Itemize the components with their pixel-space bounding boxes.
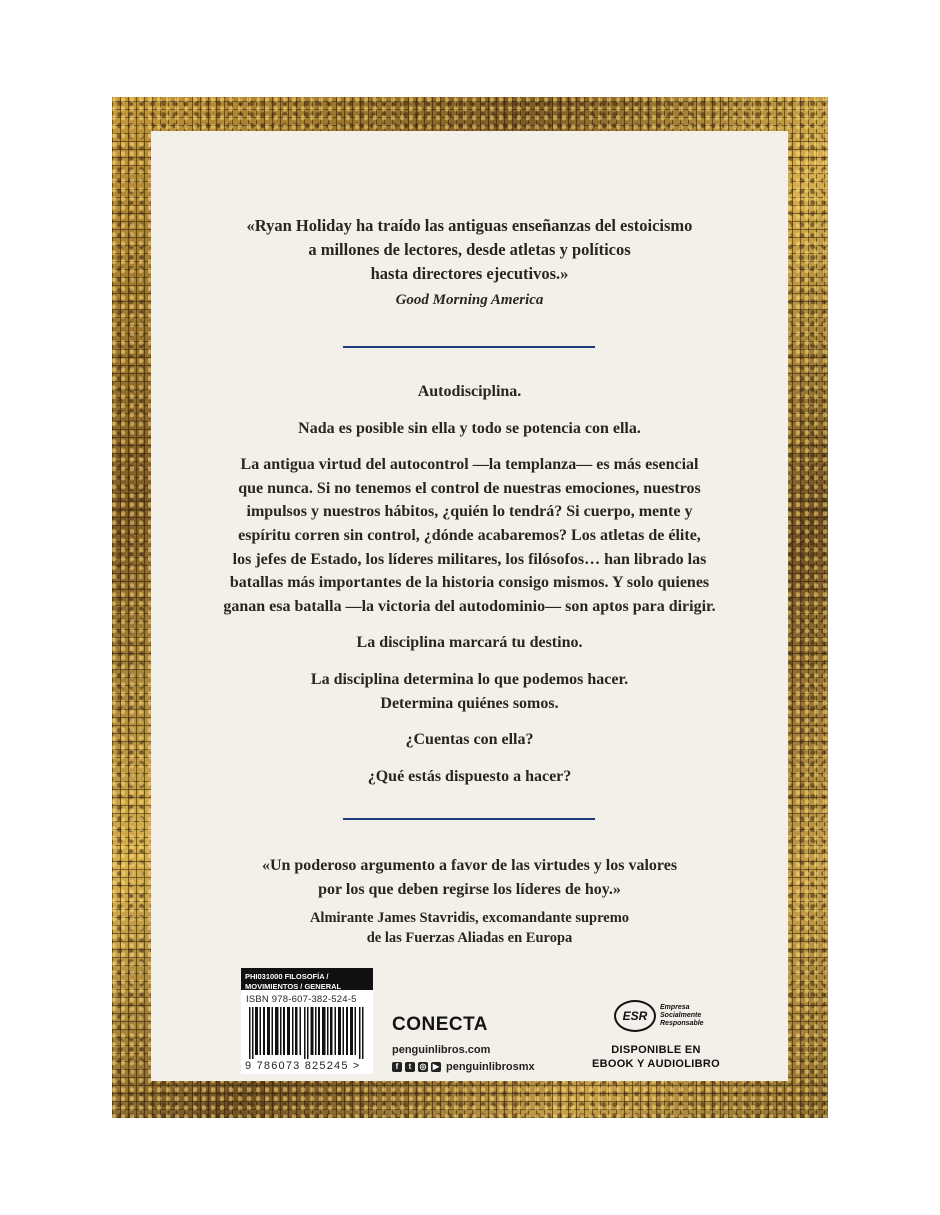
barcode-digits: 9 786073 825245 > bbox=[245, 1060, 361, 1072]
esr-label bbox=[660, 1004, 704, 1028]
bottom-blurb-line: «Un poderoso argumento a favor de las virtudes y los valores bbox=[261, 857, 678, 874]
synopsis-p5-line: La disciplina determina lo que podemos hacer. bbox=[310, 670, 629, 688]
synopsis-p3-line: La antigua virtud del autocontrol —la templanza— es más esencial bbox=[240, 456, 699, 474]
divider-rule-bottom bbox=[343, 818, 595, 820]
cream-text-panel bbox=[151, 131, 788, 1081]
synopsis-p1: Autodisciplina. bbox=[417, 383, 522, 400]
bottom-blurb-source-line: de las Fuerzas Aliadas en Europa bbox=[366, 930, 573, 946]
esr-label-line: Responsable bbox=[660, 1020, 704, 1027]
divider-rule-top bbox=[343, 346, 595, 348]
bisac-category-line: MOVIMIENTOS / GENERAL bbox=[245, 982, 342, 991]
synopsis-p7: ¿Qué estás dispuesto a hacer? bbox=[367, 767, 572, 785]
availability-line: EBOOK Y AUDIOLIBRO bbox=[591, 1058, 721, 1070]
esr-label-line: Empresa bbox=[660, 1004, 690, 1011]
synopsis-p2: Nada es posible sin ella y todo se potencia con ella. bbox=[298, 419, 641, 437]
synopsis-p3-line: batallas más importantes de la historia consigo mismos. Y solo quienes bbox=[229, 574, 710, 592]
availability-note bbox=[591, 1043, 721, 1071]
top-blurb-line: «Ryan Holiday ha traído las antiguas enseñanzas del estoicismo bbox=[246, 216, 693, 235]
barcode-icon bbox=[249, 1007, 365, 1059]
bottom-blurb-source-line: Almirante James Stavridis, excomandante supremo bbox=[309, 910, 630, 926]
top-blurb-source: Good Morning America bbox=[395, 292, 544, 308]
instagram-icon[interactable]: ◎ bbox=[419, 1062, 427, 1071]
social-handle[interactable]: penguinlibrosmx bbox=[446, 1061, 535, 1073]
synopsis bbox=[151, 380, 788, 788]
twitter-icon[interactable]: t bbox=[405, 1062, 415, 1072]
youtube-icon[interactable]: ▶ bbox=[432, 1062, 440, 1071]
isbn-barcode-block bbox=[241, 968, 373, 1074]
synopsis-p5-line: Determina quiénes somos. bbox=[380, 694, 559, 712]
bottom-blurb-line: por los que deben regirse los líderes de hoy.» bbox=[318, 880, 621, 898]
synopsis-p6: ¿Cuentas con ella? bbox=[405, 731, 534, 749]
availability-line: DISPONIBLE EN bbox=[611, 1044, 701, 1056]
esr-logo-icon: ESR bbox=[614, 1000, 656, 1032]
top-blurb bbox=[151, 214, 788, 312]
conecta-logo: CONECTA bbox=[392, 1014, 489, 1035]
synopsis-p3-line: impulsos y nuestros hábitos, ¿quién lo tendrá? Si cuerpo, mente y bbox=[246, 503, 693, 521]
publisher-website[interactable]: penguinlibros.com bbox=[392, 1044, 491, 1056]
synopsis-p3-line: los jefes de Estado, los líderes militares, los filósofos… han librado las bbox=[232, 550, 707, 568]
synopsis-p3-line: que nunca. Si no tenemos el control de nuestras emociones, nuestros bbox=[238, 479, 701, 497]
book-back-cover bbox=[112, 97, 828, 1118]
esr-badge bbox=[614, 1000, 704, 1032]
synopsis-p3-line: espíritu corren sin control, ¿dónde acabaremos? Los atletas de élite, bbox=[238, 526, 701, 544]
synopsis-p4: La disciplina marcará tu destino. bbox=[356, 634, 583, 652]
esr-label-line: Socialmente bbox=[660, 1012, 702, 1019]
top-blurb-line: hasta directores ejecutivos.» bbox=[370, 264, 569, 283]
bottom-blurb bbox=[151, 854, 788, 948]
bisac-category bbox=[241, 968, 373, 990]
social-links bbox=[392, 1061, 535, 1073]
isbn-label: ISBN 978-607-382-524-5 bbox=[246, 994, 357, 1005]
top-blurb-line: a millones de lectores, desde atletas y políticos bbox=[308, 240, 631, 259]
facebook-icon[interactable]: f bbox=[392, 1062, 402, 1072]
bisac-category-line: PHI031000 FILOSOFÍA / bbox=[245, 972, 329, 981]
synopsis-p3-line: ganan esa batalla —la victoria del autodominio— son aptos para dirigir. bbox=[223, 597, 716, 615]
